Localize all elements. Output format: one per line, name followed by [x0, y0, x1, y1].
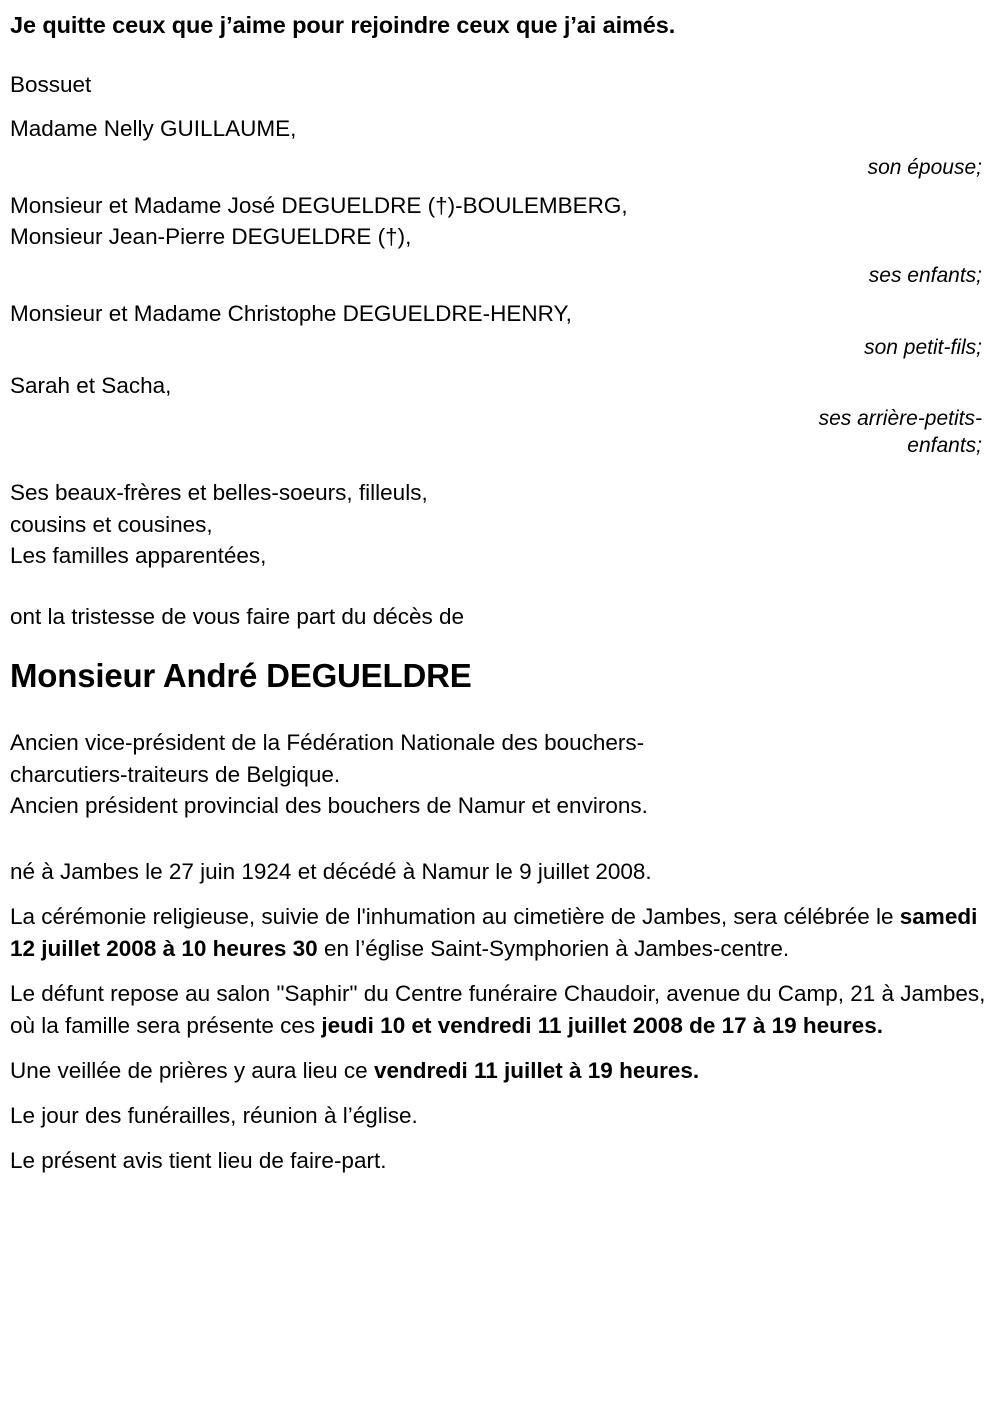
biography-block [10, 732, 990, 818]
great-grandchildren-name: Sarah et Sacha, [10, 372, 172, 398]
spouse-name: Madame Nelly GUILLAUME, [10, 116, 297, 142]
vigil-datetime: vendredi 11 juillet à 19 heures. [373, 1057, 700, 1083]
visitation-datetime: jeudi 10 et vendredi 11 juillet 2008 de 17 à 19 heures. [321, 1012, 883, 1038]
great-grandchildren-relation-line2: enfants; [907, 434, 982, 458]
faire-part-notice: Le présent avis tient lieu de faire-part. [10, 1147, 387, 1173]
extended-family-line: cousins et cousines, [10, 511, 213, 537]
biography-line: Ancien vice-président de la Fédération Nationale des bouchers- [10, 730, 645, 756]
ceremony-details [10, 901, 990, 965]
extended-family-block [10, 482, 990, 568]
grandchild-relation: son petit-fils; [864, 336, 982, 359]
ceremony-text-after: en l’église Saint-Symphorien à Jambes-centre. [317, 935, 790, 961]
child-name: Monsieur Jean-Pierre DEGUELDRE (†), [10, 224, 412, 250]
biography-line: charcutiers-traiteurs de Belgique. [10, 761, 341, 787]
extended-family-line: Les familles apparentées, [10, 543, 267, 569]
children-block [10, 192, 990, 250]
child-name: Monsieur et Madame José DEGUELDRE (†)-BOULEMBERG, [10, 192, 628, 218]
grandchild-name: Monsieur et Madame Christophe DEGUELDRE-HENRY, [10, 300, 572, 326]
great-grandchildren-relation-line1: ses arrière-petits- [818, 407, 982, 431]
deceased-name: Monsieur André DEGUELDRE [10, 657, 472, 695]
visitation-details [10, 978, 990, 1042]
birth-death-dates: né à Jambes le 27 juin 1924 et décédé à Namur le 9 juillet 2008. [10, 858, 652, 884]
ceremony-text-before: La cérémonie religieuse, suivie de l'inhumation au cimetière de Jambes, sera célébrée le [10, 903, 900, 929]
announcement-lead-in: ont la tristesse de vous faire part du décès de [10, 603, 465, 629]
ceremony-datetime: samedi 12 juillet 2008 à 10 heures 30 [10, 903, 978, 961]
memorial-quote: Je quitte ceux que j’aime pour rejoindre ceux que j’ai aimés. [10, 12, 676, 38]
children-relation: ses enfants; [868, 263, 982, 287]
vigil-text-before: Une veillée de prières y aura lieu ce [10, 1057, 374, 1083]
spouse-relation: son épouse; [867, 155, 982, 179]
vigil-details [10, 1055, 990, 1087]
extended-family-line: Ses beaux-frères et belles-soeurs, filleuls, [10, 480, 428, 506]
reunion-note: Le jour des funérailles, réunion à l’église. [10, 1102, 418, 1128]
visitation-text-before: Le défunt repose au salon "Saphir" du Centre funéraire Chaudoir, avenue du Camp, 21 à Jambes, où la famille sera présente ces [10, 980, 986, 1038]
quote-attribution: Bossuet [10, 71, 92, 97]
biography-line: Ancien président provincial des bouchers de Namur et environs. [10, 793, 648, 819]
